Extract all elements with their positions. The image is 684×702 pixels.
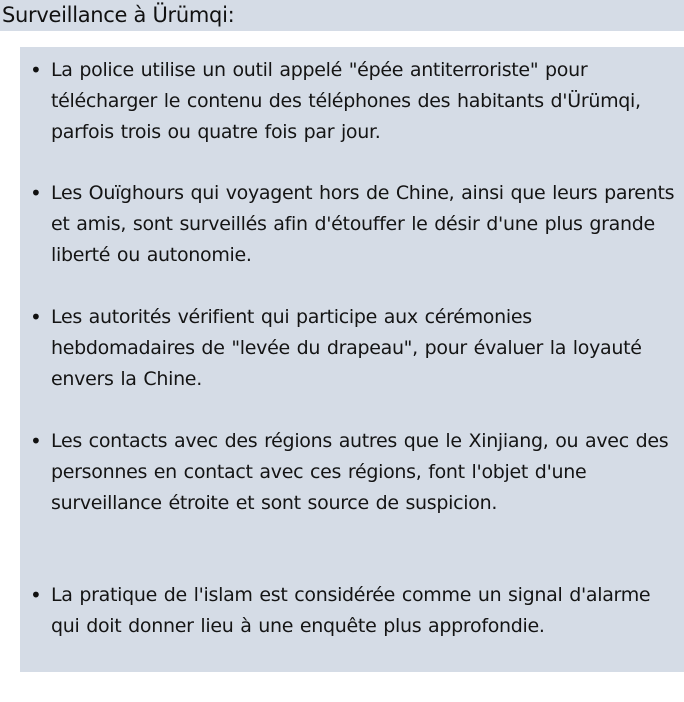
- bullet-text: La police utilise un outil appelé "épée antiterroriste" pour télécharger le contenu des téléphones des habitants d'Ürümqi, parfois trois ou quatre fois par jour.: [51, 59, 641, 143]
- bullet-icon: •: [30, 181, 42, 205]
- bullet-icon: •: [30, 58, 42, 82]
- bullet-text: La pratique de l'islam est considérée comme un signal d'alarme qui doit donner lieu à une enquête plus approfondie.: [51, 584, 651, 637]
- content-panel: [20, 47, 684, 672]
- bullet-icon: •: [30, 429, 42, 453]
- bullet-text: Les contacts avec des régions autres que le Xinjiang, ou avec des personnes en contact avec ces régions, font l'objet d'une surveillance étroite et sont source de suspicion.: [51, 430, 669, 514]
- page-title: Surveillance à Ürümqi:: [2, 3, 235, 27]
- bullet-icon: •: [30, 583, 42, 607]
- bullet-icon: •: [30, 305, 42, 329]
- bullet-text: Les Ouïghours qui voyagent hors de Chine, ainsi que leurs parents et amis, sont surveillés afin d'étouffer le désir d'une plus grande liberté ou autonomie.: [51, 182, 675, 266]
- bullet-text: Les autorités vérifient qui participe aux cérémonies hebdomadaires de "levée du drapeau", pour évaluer la loyauté envers la Chine.: [51, 306, 642, 390]
